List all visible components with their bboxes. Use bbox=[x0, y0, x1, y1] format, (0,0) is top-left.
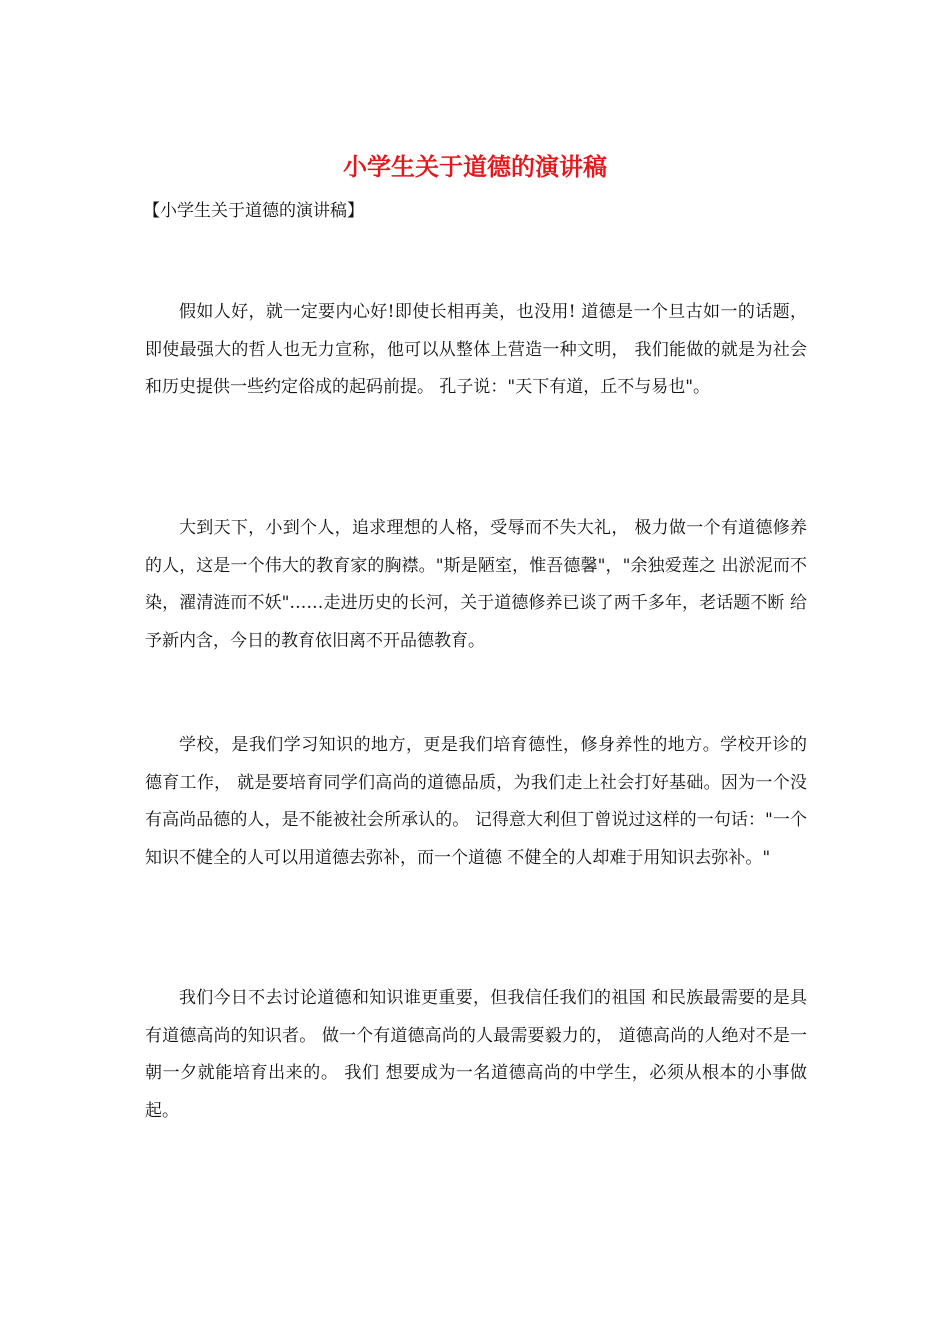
paragraph-1: 假如人好，就一定要内心好!即使长相再美，也没用! 道德是一个旦古如一的话题，即使最强大的哲人也无力宣称，他可以从整体上营造一种文明， 我们能做的就是为社会和历史提供一些约定俗成的起码前提。 孔子说："天下有道，丘不与易也"。 bbox=[145, 302, 807, 397]
paragraph-2: 大到天下，小到个人，追求理想的人格，受辱而不失大礼， 极力做一个有道德修养的人，这是一个伟大的教育家的胸襟。"斯是陋室，惟吾德馨"，"余独爱莲之 出淤泥而不染，濯清涟而不妖"……走进历史的长河，关于道德修养已谈了两千多年，老话题不断 给予新内含，今日的教育依旧离不开品德教育。 bbox=[145, 518, 807, 651]
paragraph-4: 我们今日不去讨论道德和知识谁更重要，但我信任我们的祖国 和民族最需要的是具有道德高尚的知识者。 做一个有道德高尚的人最需要毅力的， 道德高尚的人绝对不是一朝一夕就能培育出来的。 我们 想要成为一名道德高尚的中学生，必须从根本的小事做起。 bbox=[145, 988, 807, 1121]
document-subtitle: 【小学生关于道德的演讲稿】 bbox=[143, 201, 364, 221]
paragraph-3: 学校，是我们学习知识的地方，更是我们培育德性，修身养性的地方。学校开诊的德育工作， 就是要培育同学们高尚的道德品质，为我们走上社会打好基础。因为一个没有高尚品德的人，是不能被社会所承认的。 记得意大利但丁曾说过这样的一句话："一个知识不健全的人可以用道德去弥补，而一个道德 不健全的人却难于用知识去弥补。" bbox=[145, 735, 807, 868]
document-title: 小学生关于道德的演讲稿 bbox=[343, 152, 607, 181]
